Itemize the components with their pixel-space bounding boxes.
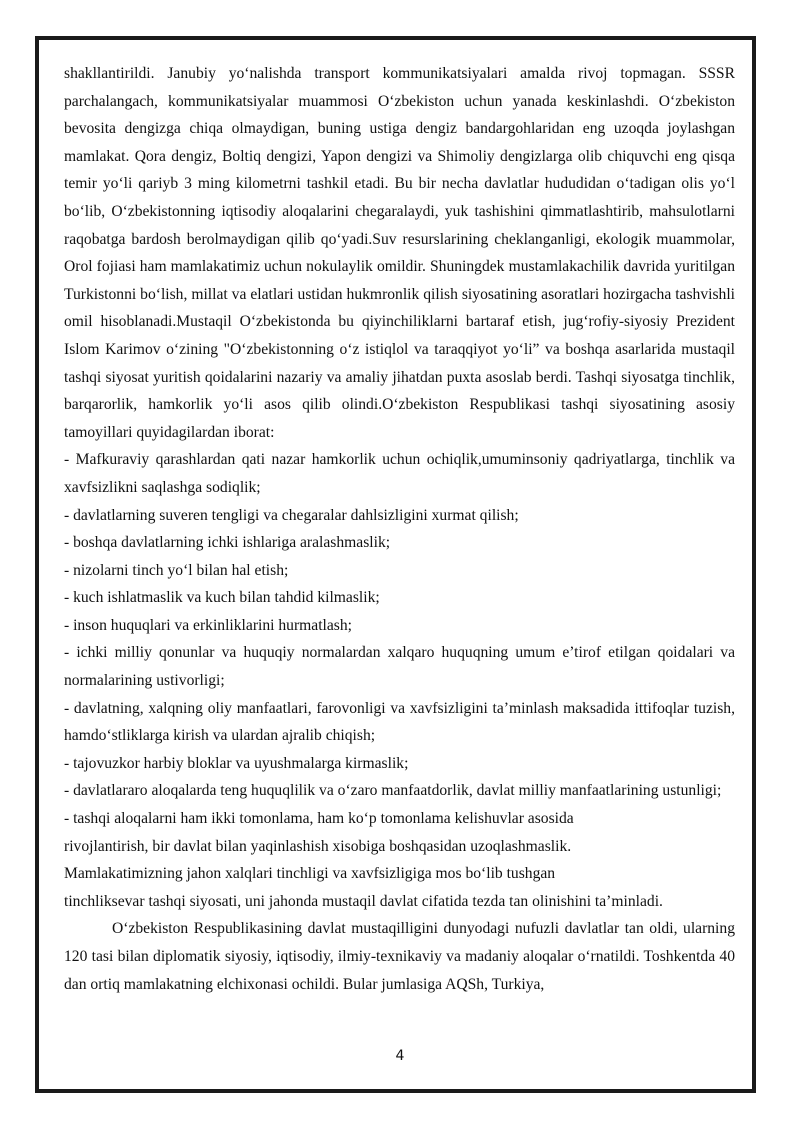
summary-line-2: tinchliksevar tashqi siyosati, uni jahonda mustaqil davlat cifatida tezda tan olinishini ta’minladi. (64, 892, 663, 910)
principle-item-3: - boshqa davlatlarning ichki ishlariga aralashmaslik; (64, 534, 391, 552)
principle-item-8: - davlatning, xalqning oliy manfaatlari, farovonligi va xavfsizligini ta’minlash maksadida ittifoqlar tuzish, hamdo‘stliklarga kirish va ulardan ajralib chiqish; (64, 699, 735, 745)
paragraph-recognition: O‘zbekiston Respublikasining davlat mustaqilligini dunyodagi nufuzli davlatlar tan oldi, ularning 120 tasi bilan diplomatik siyosiy, iqtisodiy, ilmiy-texnikaviy va madaniy aloqalar o‘rnatildi. Toshkentda 40 dan ortiq mamlakatning elchixonasi ochildi. Bular jumlasiga AQSh, Turkiya, (64, 920, 735, 993)
principle-item-9: - tajovuzkor harbiy bloklar va uyushmalarga kirmaslik; (64, 754, 409, 772)
document-body (64, 60, 735, 998)
principle-item-11-line-1: - tashqi aloqalarni ham ikki tomonlama, ham ko‘p tomonlama kelishuvlar asosida (64, 810, 574, 828)
principle-item-4: - nizolarni tinch yo‘l bilan hal etish; (64, 561, 289, 579)
page-number: 4 (395, 1048, 405, 1064)
principle-item-11-line-2: rivojlantirish, bir davlat bilan yaqinlashish xisobiga boshqasidan uzoqlashmaslik. (64, 837, 572, 855)
principle-item-2: - davlatlarning suveren tengligi va chegaralar dahlsizligini xurmat qilish; (64, 506, 519, 524)
principle-item-10: - davlatlararo aloqalarda teng huquqlilik va o‘zaro manfaatdorlik, davlat milliy manfaatlarining ustunligi; (64, 782, 722, 800)
principle-item-6: - inson huquqlari va erkinliklarini hurmatlash; (64, 616, 352, 634)
principle-item-7: - ichki milliy qonunlar va huquqiy normalardan xalqaro huquqning umum e’tirof etilgan qoidalari va normalarining ustivorligi; (64, 644, 735, 690)
principle-item-1: - Mafkuraviy qarashlardan qati nazar hamkorlik uchun ochiqlik,umuminsoniy qadriyatlarga, tinchlik va xavfsizlikni saqlashga sodiqlik; (64, 451, 735, 496)
principle-item-5: - kuch ishlatmaslik va kuch bilan tahdid kilmaslik; (64, 589, 380, 607)
paragraph-intro: shakllantirildi. Janubiy yo‘nalishda transport kommunikatsiyalari amalda rivoj topmagan. SSSR parchalangach, kommunikatsiyalar muammosi O‘zbekiston uchun yanada keskinlashdi. O‘zbekiston bevosita dengizga chiqa olmaydigan, buning ustiga dengiz bandargohlaridan eng uzoqda joylashgan mamlakat. Qora dengiz, Boltiq dengizi, Yapon dengizi va Shimoliy dengizlarga olib chiquvchi eng qisqa temir yo‘li qariyb 3 ming kilometrni tashkil etadi. Bu bir necha davlatlar hududidan o‘tadigan olis yo‘l bo‘lib, O‘zbekistonning iqtisodiy aloqalarini chegaralaydi, yuk tashishini qimmatlashtirib, mahsulotlarni raqobatga bardosh berolmaydigan qilib qo‘yadi.Suv resurslarining cheklanganligi, ekologik muammolar, Orol fojiasi ham mamlakatimiz uchun nokulaylik omildir. Shuningdek mustamlakachilik davrida yuritilgan Turkistonni bo‘lish, millat va elatlari ustidan hukmronlik qilish siyosatining asoratlari hozirgacha tashvishli omil hisoblanadi.Mustaqil O‘zbekistonda bu qiyinchiliklarni bartaraf etish, jug‘rofiy-siyosiy Prezident Islom Karimov o‘zining "O‘zbekistonning o‘z istiqlol va taraqqiyot yo‘li” va boshqa asarlarida mustaqil tashqi siyosat yuritish qoidalarini nazariy va amaliy jihatdan puxta asoslab berdi. Tashqi siyosatga tinchlik, barqarorlik, hamkorlik yo‘li asos qilib olindi.O‘zbekiston Respublikasi tashqi siyosatining asosiy tamoyillari quyidagilardan iborat: (64, 65, 735, 441)
summary-line-1: Mamlakatimizning jahon xalqlari tinchligi va xavfsizligiga mos bo‘lib tushgan (64, 865, 556, 883)
